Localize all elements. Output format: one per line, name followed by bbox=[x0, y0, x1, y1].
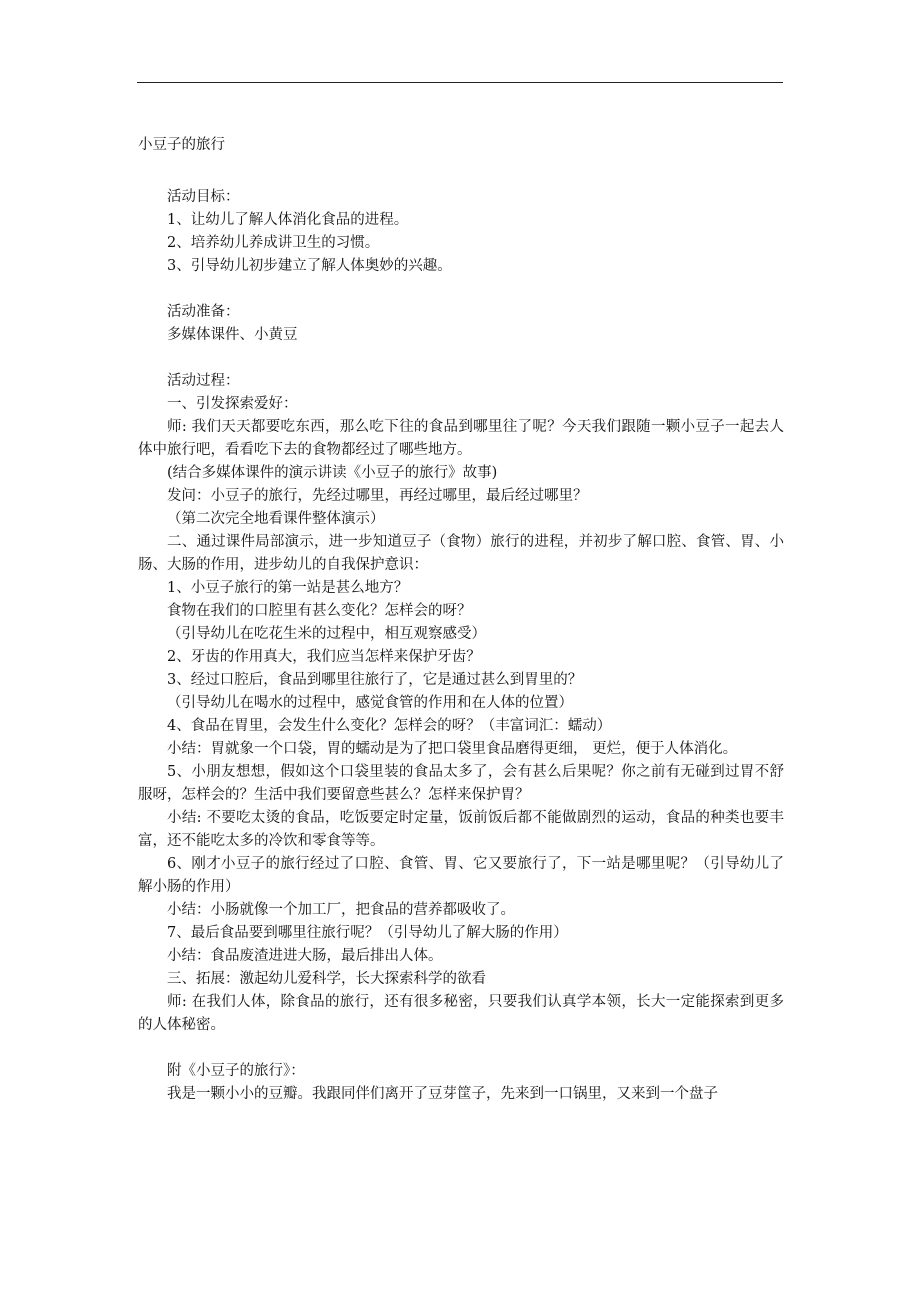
process-paragraph: 6、刚才小豆子的旅行经过了口腔、食管、胃、它又要旅行了，下一站是哪里呢？（引导幼儿了解小肠的作用） bbox=[138, 856, 784, 895]
process-paragraph: 师: 在我们人体，除食品的旅行，还有很多秘密，只要我们认真学本领，长大一定能探索到更多的人体秘密。 bbox=[138, 994, 784, 1033]
process-paragraph: 三、拓展：激起幼儿爱科学，长大探索科学的欲看 bbox=[167, 971, 486, 987]
process-paragraph: 食物在我们的口腔里有甚么变化？怎样会的呀？ bbox=[167, 603, 472, 619]
goals-heading: 活动目标： bbox=[167, 189, 240, 205]
spacer bbox=[138, 278, 784, 301]
process-paragraph: 5、小朋友想想，假如这个口袋里装的食品太多了，会有甚么后果呢？你之前有无碰到过胃不舒服呀，怎样会的？生活中我们要留意些甚么？怎样来保护胃？ bbox=[138, 764, 784, 803]
process-paragraph: 小结：食品废渣进进大肠，最后排出人体。 bbox=[167, 948, 443, 964]
process-paragraph: （第二次完全地看课件整体演示） bbox=[167, 511, 385, 527]
document-title: 小豆子的旅行 bbox=[138, 137, 225, 153]
process-paragraph: 师: 我们天天都要吃东西，那么吃下往的食品到哪里往了呢？今天我们跟随一颗小豆子一起去人体中旅行吧，看看吃下去的食物都经过了哪些地方。 bbox=[138, 419, 784, 458]
appendix-heading: 附《小豆子的旅行》： bbox=[167, 1063, 305, 1079]
process-heading: 活动过程： bbox=[167, 373, 240, 389]
process-paragraph: 小结：胃就象一个口袋，胃的蠕动是为了把口袋里食品磨得更细， 更烂，便于人体消化。 bbox=[167, 741, 738, 757]
process-paragraph: （引导幼儿在喝水的过程中，感觉食管的作用和在人体的位置） bbox=[167, 695, 573, 711]
process-paragraph: 2、牙齿的作用真大，我们应当怎样来保护牙齿？ bbox=[167, 649, 481, 665]
process-paragraph: （引导幼儿在吃花生米的过程中，相互观察感受） bbox=[167, 626, 486, 642]
process-paragraph: 小结：小肠就像一个加工厂，把食品的营养都吸收了。 bbox=[167, 902, 515, 918]
document-body bbox=[138, 134, 784, 1106]
process-paragraph: 4、食品在胃里，会发生什么变化？怎样会的呀？（丰富词汇：蠕动） bbox=[167, 718, 612, 734]
goal-item: 3、引导幼儿初步建立了解人体奥妙的兴趣。 bbox=[167, 258, 452, 274]
process-paragraph: 3、经过口腔后，食品到哪里往旅行了，它是通过甚么到胃里的？ bbox=[167, 672, 583, 688]
process-paragraph: 7、最后食品要到哪里往旅行呢？（引导幼儿了解大肠的作用） bbox=[167, 925, 568, 941]
process-paragraph: 二、通过课件局部演示，进一步知道豆子（食物）旅行的进程，并初步了解口腔、食管、胃、小肠、大肠的作用，进步幼儿的自我保护意识： bbox=[138, 534, 784, 573]
prep-heading: 活动准备： bbox=[167, 304, 240, 320]
process-paragraph: 一、引发探索爱好： bbox=[167, 396, 298, 412]
appendix-text: 我是一颗小小的豆瓣。我跟同伴们离开了豆芽筐子，先来到一口锅里，又来到一个盘子 bbox=[167, 1086, 718, 1102]
process-paragraph: (结合多媒体课件的演示讲读《小豆子的旅行》故事) bbox=[167, 465, 498, 481]
process-paragraph: 小结: 不要吃太烫的食品，吃饭要定时定量，饭前饭后都不能做剧烈的运动，食品的种类也要丰富，还不能吃太多的冷饮和零食等等。 bbox=[138, 810, 784, 849]
header-rule bbox=[137, 82, 783, 83]
process-paragraph: 发问：小豆子的旅行，先经过哪里，再经过哪里，最后经过哪里？ bbox=[167, 488, 588, 504]
goal-item: 2、培养幼儿养成讲卫生的习惯。 bbox=[167, 235, 380, 251]
spacer bbox=[138, 157, 784, 186]
process-paragraph: 1、小豆子旅行的第一站是甚么地方？ bbox=[167, 580, 409, 596]
spacer bbox=[138, 1037, 784, 1060]
goal-item: 1、让幼儿了解人体消化食品的进程。 bbox=[167, 212, 409, 228]
spacer bbox=[138, 347, 784, 370]
prep-text: 多媒体课件、小黄豆 bbox=[167, 327, 298, 343]
